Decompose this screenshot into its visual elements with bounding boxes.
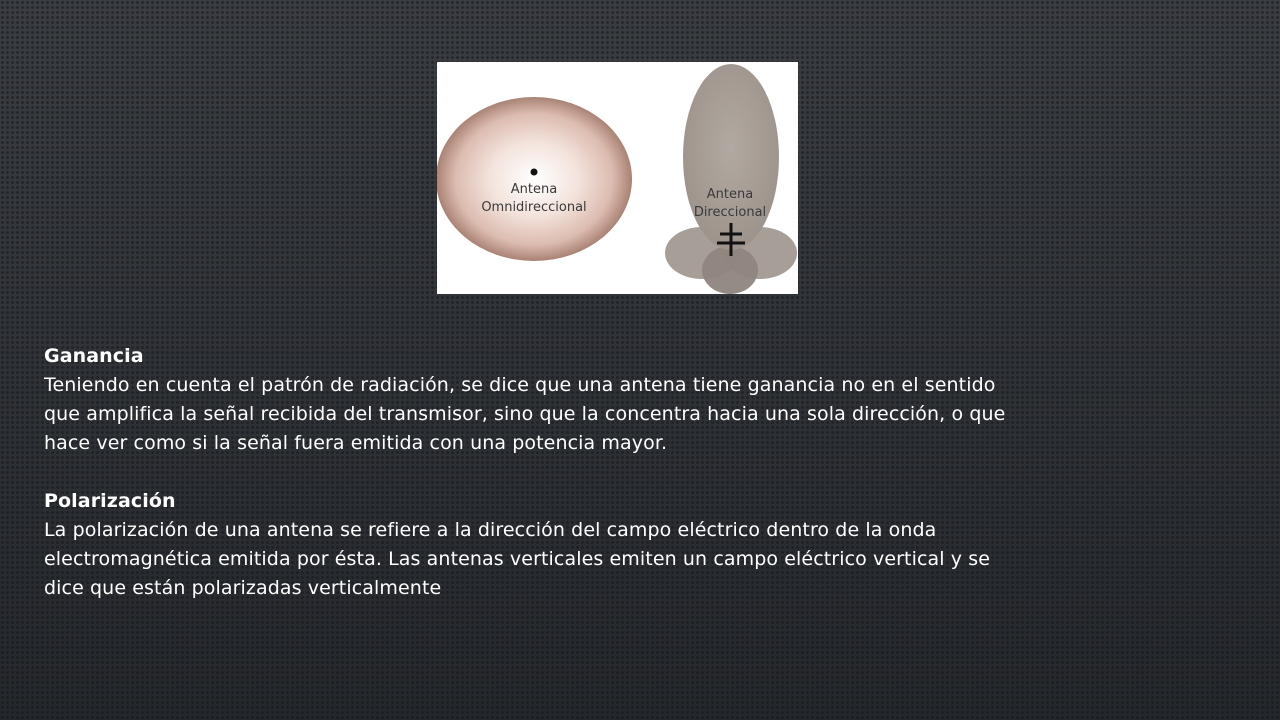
- polarizacion-line-2: electromagnética emitida por ésta. Las antenas verticales emiten un campo eléctrico vertical y se: [44, 548, 991, 570]
- omni-antenna-dot: [531, 169, 538, 176]
- heading-polarizacion: Polarización: [44, 490, 176, 512]
- ganancia-line-2: que amplifica la señal recibida del transmisor, sino que la concentra hacia una sola dirección, o que: [44, 403, 1006, 425]
- dir-label-line2: Direccional: [693, 205, 767, 220]
- radiation-pattern-diagram: [437, 62, 798, 294]
- omni-label-line1: Antena: [510, 182, 558, 197]
- omni-pattern-ellipse: [437, 97, 632, 261]
- slide-text: [44, 342, 1244, 603]
- dir-label-line1: Antena: [706, 187, 754, 202]
- omni-label-line2: Omnidireccional: [481, 200, 587, 215]
- ganancia-line-1: Teniendo en cuenta el patrón de radiación, se dice que una antena tiene ganancia no en el sentido: [44, 374, 996, 396]
- polarizacion-line-1: La polarización de una antena se refiere a la dirección del campo eléctrico dentro de la onda: [44, 519, 937, 541]
- polarizacion-line-3: dice que están polarizadas verticalmente: [44, 577, 442, 599]
- dir-main-lobe: [683, 64, 779, 250]
- antenna-radiation-figure: [437, 62, 798, 294]
- ganancia-line-3: hace ver como si la señal fuera emitida con una potencia mayor.: [44, 432, 668, 454]
- heading-ganancia: Ganancia: [44, 345, 144, 367]
- paragraph-spacer: [44, 458, 1244, 487]
